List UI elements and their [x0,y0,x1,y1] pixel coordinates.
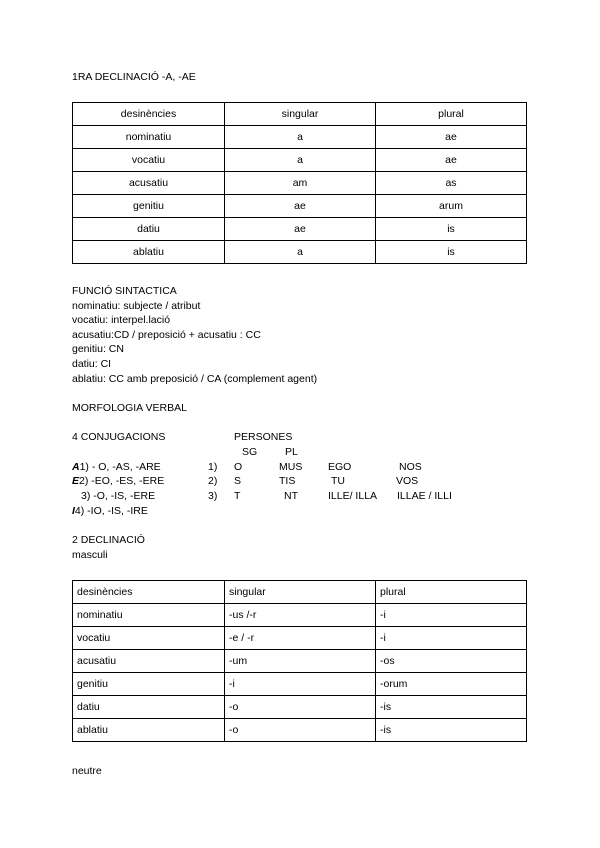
neutre-label: neutre [72,765,102,777]
table-cell: -i [225,673,376,696]
table-row [73,195,527,218]
header-cell: plural [376,581,527,604]
conj-text: 2) -EO, -ES, -ERE [79,475,165,487]
table-cell: genitiu [73,195,225,218]
table-cell: a [225,126,376,149]
header-cell: plural [376,103,527,126]
table-cell: ae [225,218,376,241]
table-cell: arum [376,195,527,218]
table-row [73,719,527,742]
table-row [73,126,527,149]
conj-mark: A [72,461,80,473]
header-cell: singular [225,103,376,126]
header-cell: singular [225,581,376,604]
table-cell: ablatiu [73,719,225,742]
conj-mark: E [72,475,80,487]
ending-sg: T [234,490,241,502]
table-cell: vocatiu [73,627,225,650]
pronoun-pl: VOS [396,475,419,487]
table-cell: datiu [73,218,225,241]
table-cell: -is [376,719,527,742]
table-cell: -i [376,604,527,627]
table-cell: -o [225,696,376,719]
conj-text: 3) -O, -IS, -ERE [81,490,156,502]
conjugacions-title: 4 CONJUGACIONS [72,431,166,443]
conjugation-row [72,475,164,487]
table-cell: ae [225,195,376,218]
pronoun-sg: ILLE/ ILLA [328,490,378,502]
table-cell: datiu [73,696,225,719]
table-cell: -us /-r [225,604,376,627]
2-declinacio-block [72,533,145,562]
table-row [73,696,527,719]
persones-label: PERSONES [234,431,293,443]
funcio-line: ablatiu: CC amb preposició / CA (complement agent) [72,372,318,385]
table-cell: -e / -r [225,627,376,650]
conjugation-row [81,490,155,502]
table-row [73,149,527,172]
table-cell: vocatiu [73,149,225,172]
table-cell: a [225,241,376,264]
conjugation-row [72,461,161,473]
table-row [73,604,527,627]
person-number: 2) [208,475,218,487]
funcio-line: vocatiu: interpel.lació [72,314,171,327]
person-number: 3) [208,490,218,502]
decl2-title: 2 DECLINACIÓ [72,534,145,546]
table-row [73,650,527,673]
funcio-line: genitiu: CN [72,343,124,356]
heading-1ra-declinacio: 1RA DECLINACIÓ -A, -AE [72,71,196,83]
table-cell: ablatiu [73,241,225,264]
ending-sg: S [234,475,242,487]
funcio-line: nominatiu: subjecte / atribut [72,299,201,312]
table-cell: nominatiu [73,126,225,149]
table-row [73,241,527,264]
table-cell: as [376,172,527,195]
table-header-row [73,103,527,126]
table-cell: a [225,149,376,172]
pronoun-sg: TU [331,475,345,487]
conjugation-row [72,505,148,517]
table-cell: is [376,218,527,241]
table-header-row [73,581,527,604]
table-cell: ae [376,149,527,172]
header-cell: desinències [73,581,225,604]
table-cell: acusatiu [73,172,225,195]
funcio-line: datiu: CI [72,357,112,370]
table-row [73,627,527,650]
funcio-sintactica-block [72,284,317,386]
conj-mark: I [72,505,75,517]
funcio-line: acusatiu:CD / preposició + acusatiu : CC [72,328,261,341]
table-cell: nominatiu [73,604,225,627]
sg-label: SG [242,446,258,458]
table-row [73,673,527,696]
table-row [73,172,527,195]
header-cell: desinències [73,103,225,126]
pronoun-pl: NOS [399,461,422,473]
table-cell: am [225,172,376,195]
table-cell: -orum [376,673,527,696]
ending-pl: TIS [279,475,296,487]
table-cell: genitiu [73,673,225,696]
pl-label: PL [285,446,298,458]
table-cell: ae [376,126,527,149]
conj-text: 1) - O, -AS, -ARE [79,461,161,473]
person-number: 1) [208,461,218,473]
pronoun-sg: EGO [328,461,352,473]
conj-text: 4) -IO, -IS, -IRE [74,505,148,517]
table-cell: -os [376,650,527,673]
table-cell: -is [376,696,527,719]
decl2-subtitle: masculi [72,548,108,561]
morfologia-verbal-title: MORFOLOGIA VERBAL [72,402,187,414]
pronoun-pl: ILLAE / ILLI [397,490,452,502]
table-cell: is [376,241,527,264]
table-cell: acusatiu [73,650,225,673]
ending-pl: NT [284,490,298,502]
funcio-title: FUNCIÓ SINTACTICA [72,285,177,297]
table-row [73,218,527,241]
ending-pl: MUS [279,461,303,473]
table-cell: -i [376,627,527,650]
ending-sg: O [234,461,243,473]
table-1ra-declinacio [72,102,527,264]
table-cell: -um [225,650,376,673]
table-2-declinacio-masculi [72,580,527,742]
table-cell: -o [225,719,376,742]
